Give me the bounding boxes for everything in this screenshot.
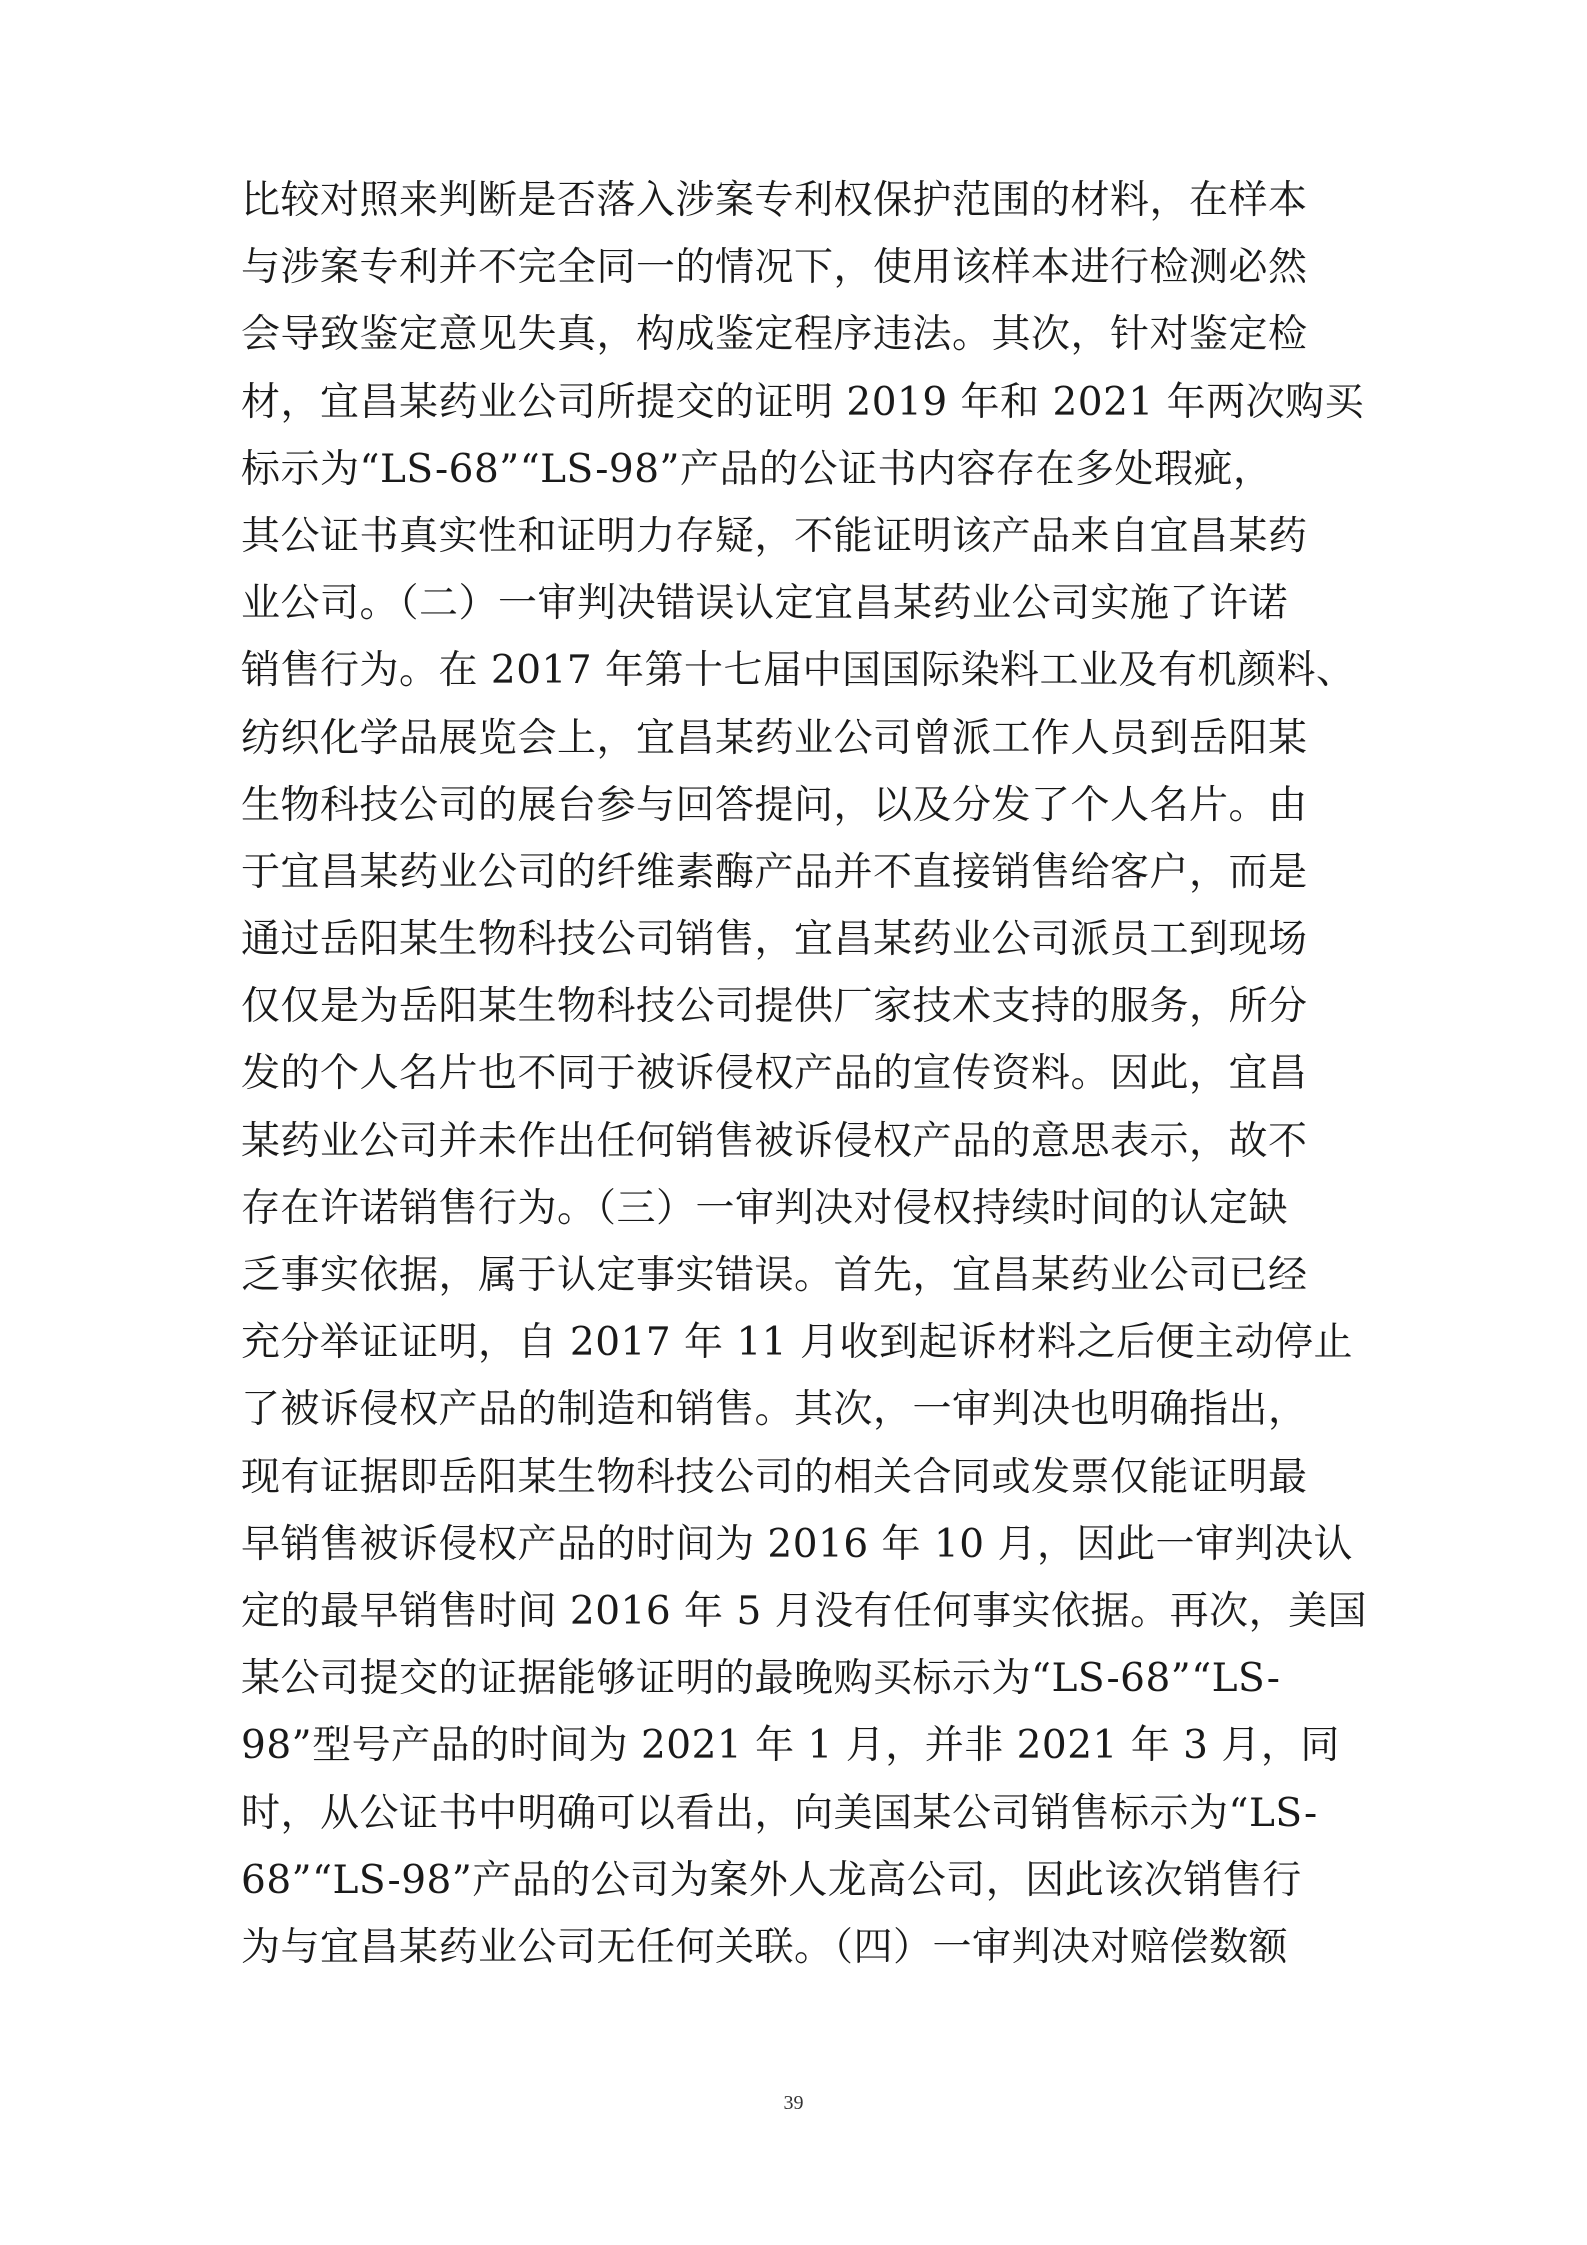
text-line: 某公司提交的证据能够证明的最晚购买标示为“LS-68”“LS- bbox=[241, 1656, 1281, 1702]
text-line: 于宜昌某药业公司的纤维素酶产品并不直接销售给客户，而是 bbox=[241, 849, 1308, 895]
text-line: 标示为“LS-68”“LS-98”产品的公证书内容存在多处瑕疵， bbox=[241, 446, 1273, 492]
text-line: 充分举证证明，自 2017 年 11 月收到起诉材料之后便主动停止 bbox=[241, 1320, 1353, 1366]
text-line: 业公司。（二）一审判决错误认定宜昌某药业公司实施了许诺 bbox=[241, 581, 1289, 627]
text-line: 销售行为。在 2017 年第十七届中国国际染料工业及有机颜料、 bbox=[241, 648, 1356, 694]
text-line: 发的个人名片也不同于被诉侵权产品的宣传资料。因此，宜昌 bbox=[241, 1051, 1308, 1097]
text-line: 早销售被诉侵权产品的时间为 2016 年 10 月，因此一审判决认 bbox=[241, 1521, 1353, 1567]
text-line: 存在许诺销售行为。（三）一审判决对侵权持续时间的认定缺 bbox=[241, 1185, 1289, 1231]
text-line: 定的最早销售时间 2016 年 5 月没有任何事实依据。再次，美国 bbox=[241, 1588, 1368, 1634]
text-line: 为与宜昌某药业公司无任何关联。（四）一审判决对赔偿数额 bbox=[241, 1924, 1289, 1970]
text-line: 98”型号产品的时间为 2021 年 1 月，并非 2021 年 3 月，同 bbox=[241, 1723, 1340, 1769]
page-number: 39 bbox=[783, 2092, 804, 2114]
text-line: 时，从公证书中明确可以看出，向美国某公司销售标示为“LS- bbox=[241, 1790, 1318, 1836]
text-line: 68”“LS-98”产品的公司为案外人龙高公司，因此该次销售行 bbox=[241, 1857, 1302, 1903]
text-line: 某药业公司并未作出任何销售被诉侵权产品的意思表示，故不 bbox=[241, 1118, 1308, 1164]
text-line: 与涉案专利并不完全同一的情况下，使用该样本进行检测必然 bbox=[241, 245, 1308, 291]
text-line: 了被诉侵权产品的制造和销售。其次，一审判决也明确指出， bbox=[241, 1387, 1308, 1433]
text-line: 纺织化学品展览会上，宜昌某药业公司曾派工作人员到岳阳某 bbox=[241, 715, 1308, 761]
text-line: 会导致鉴定意见失真，构成鉴定程序违法。其次，针对鉴定检 bbox=[241, 312, 1308, 358]
body-text bbox=[241, 167, 1368, 1981]
text-line: 生物科技公司的展台参与回答提问，以及分发了个人名片。由 bbox=[241, 782, 1308, 828]
text-line: 材，宜昌某药业公司所提交的证明 2019 年和 2021 年两次购买 bbox=[241, 379, 1365, 425]
text-line: 比较对照来判断是否落入涉案专利权保护范围的材料，在样本 bbox=[241, 178, 1308, 223]
text-line: 乏事实依据，属于认定事实错误。首先，宜昌某药业公司已经 bbox=[241, 1253, 1308, 1298]
text-line: 其公证书真实性和证明力存疑，不能证明该产品来自宜昌某药 bbox=[241, 513, 1308, 559]
text-line: 仅仅是为岳阳某生物科技公司提供厂家技术支持的服务，所分 bbox=[241, 984, 1308, 1030]
text-line: 通过岳阳某生物科技公司销售，宜昌某药业公司派员工到现场 bbox=[241, 917, 1308, 963]
text-line: 现有证据即岳阳某生物科技公司的相关合同或发票仅能证明最 bbox=[241, 1454, 1308, 1500]
